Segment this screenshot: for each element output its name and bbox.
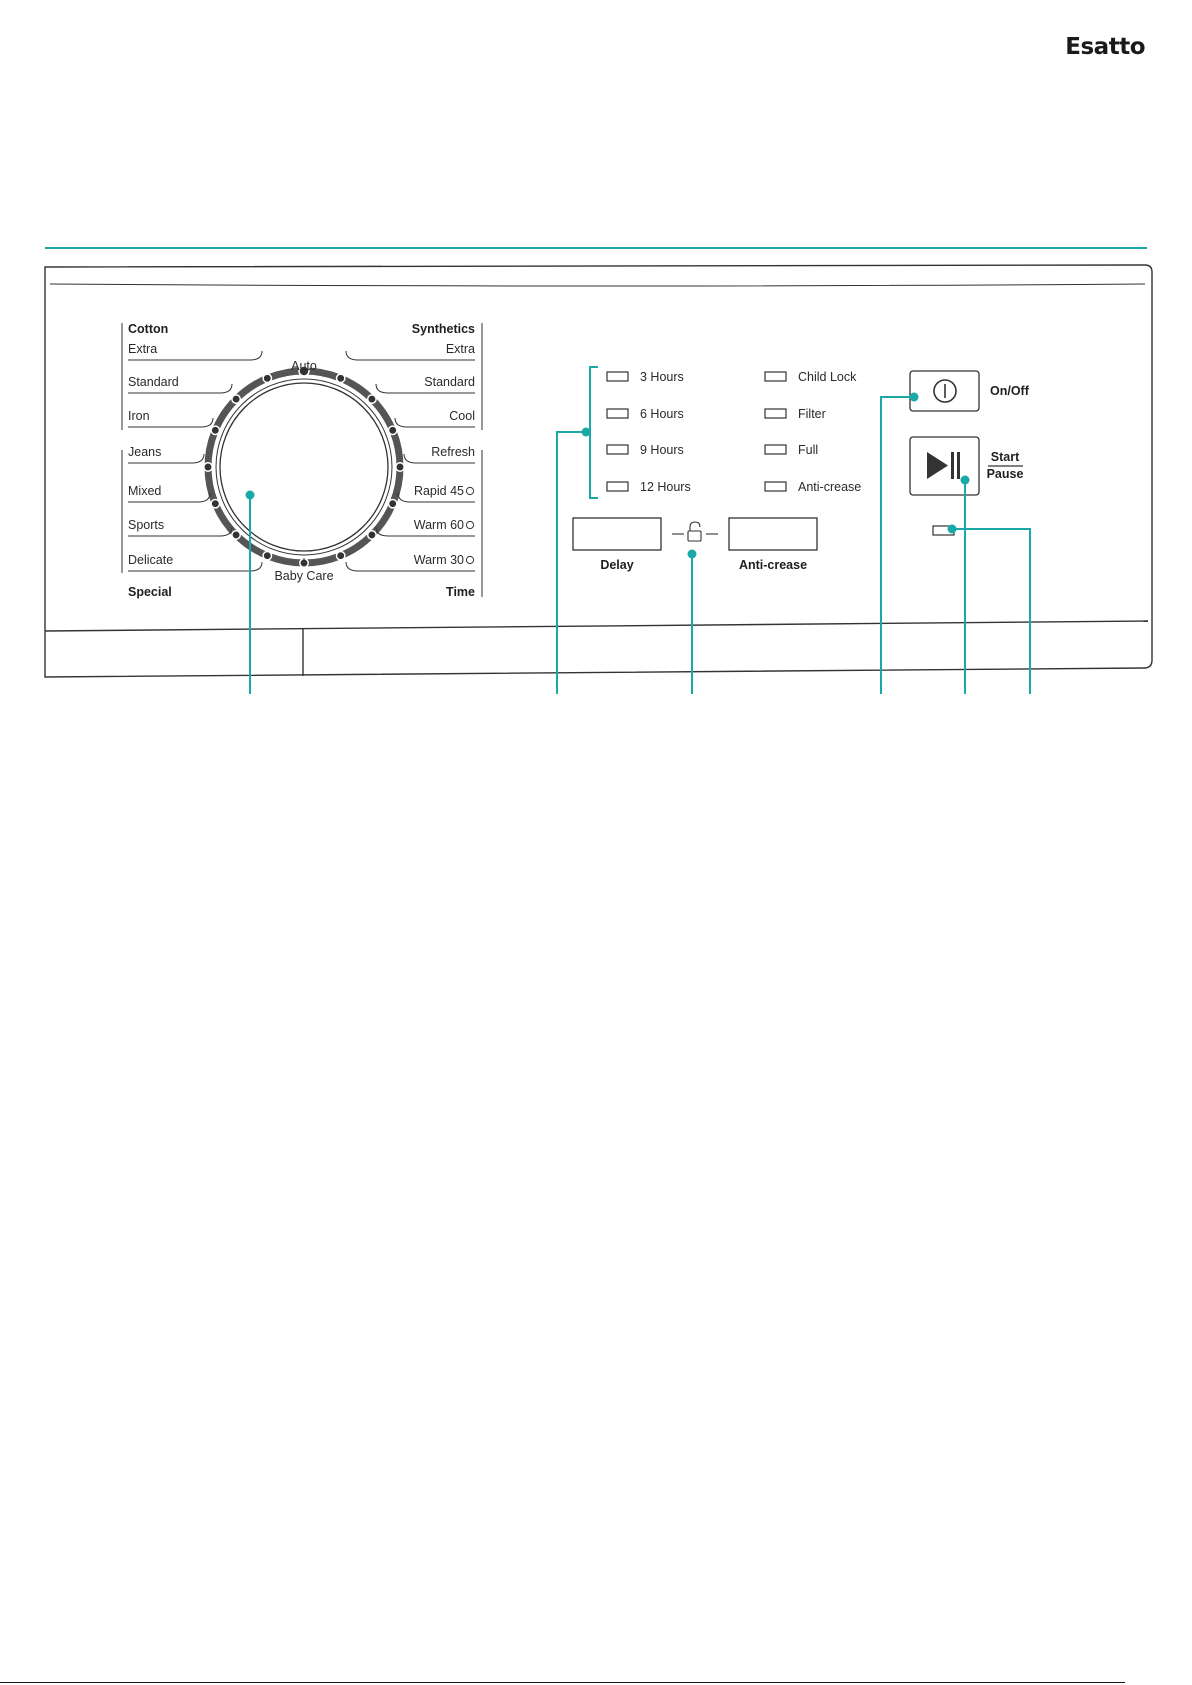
callout-dot-light: [948, 525, 957, 534]
pause-label: Pause: [986, 467, 1024, 481]
delay-indicator-light: [607, 482, 628, 491]
dial-dot: [396, 463, 404, 471]
dial-dot: [337, 374, 345, 382]
dial-group-time: Time: [446, 585, 475, 599]
delay-indicators: [607, 370, 691, 494]
dial-dot: [368, 531, 376, 539]
padlock-icon: [672, 522, 718, 541]
status-indicator-light: [765, 482, 786, 491]
callout-dot-delay: [582, 428, 591, 437]
temperature-icon: [466, 487, 473, 494]
dial-label-baby-care: Baby Care: [274, 569, 334, 583]
dial-dot: [389, 426, 397, 434]
dial-group-synthetics: Synthetics: [411, 322, 475, 336]
dial-program-standard: Standard: [424, 375, 475, 389]
status-indicator-light: [765, 372, 786, 381]
delay-indicator-label: 3 Hours: [640, 370, 684, 384]
status-indicators: [765, 370, 861, 494]
callout-dot-lock: [688, 550, 697, 559]
dial-group-special: Special: [128, 585, 172, 599]
dial-program-jeans: Jeans: [128, 445, 162, 459]
dial-program-sports: Sports: [128, 518, 165, 532]
dial-dot: [389, 500, 397, 508]
start-label: Start: [990, 450, 1020, 464]
dial-dot: [232, 531, 240, 539]
dial-label-auto: Auto: [291, 359, 317, 373]
status-indicator-light: [765, 445, 786, 454]
power-button-label: On/Off: [990, 384, 1029, 398]
anticrease-button[interactable]: [729, 518, 817, 550]
dial-program-cool: Cool: [449, 409, 475, 423]
callout-dot-start: [961, 476, 970, 485]
callout-dot-dial: [246, 491, 255, 500]
dial-program-refresh: Refresh: [431, 445, 475, 459]
dial-dot: [211, 500, 219, 508]
dial-position-dots: [204, 366, 404, 567]
dial-program-mixed: Mixed: [128, 484, 162, 498]
callout-lines: [250, 397, 1030, 694]
dial-program-iron: Iron: [128, 409, 150, 423]
callout-power: [881, 397, 914, 694]
dial-dot: [368, 395, 376, 403]
dial-program-warm-60: Warm 60: [413, 518, 464, 532]
delay-indicator-label: 12 Hours: [640, 480, 691, 494]
dial-program-extra: Extra: [445, 342, 475, 356]
dial-program-warm-30: Warm 30: [413, 553, 464, 567]
dial-program-delicate: Delicate: [128, 553, 174, 567]
dial-program-rapid-45: Rapid 45: [413, 484, 464, 498]
dial-dot: [337, 552, 345, 560]
status-indicator-label: Full: [798, 443, 819, 457]
dial-program-extra: Extra: [128, 342, 158, 356]
dial-group-cotton: Cotton: [128, 322, 169, 336]
delay-indicator-light: [607, 445, 628, 454]
dial-labels: [122, 322, 482, 599]
callout-delay-indicators: [557, 432, 586, 694]
delay-button-label: Delay: [600, 558, 634, 572]
status-indicator-label: Child Lock: [798, 370, 857, 384]
status-indicator-label: Filter: [798, 407, 826, 421]
status-indicator-light: [765, 409, 786, 418]
delay-button[interactable]: [573, 518, 661, 550]
anticrease-button-label: Anti-crease: [738, 558, 808, 572]
power-icon: [934, 380, 956, 402]
delay-indicator-light: [607, 372, 628, 381]
play-pause-icon: [927, 452, 960, 479]
delay-indicator-label: 9 Hours: [640, 443, 684, 457]
temperature-icon: [466, 521, 473, 528]
brand-logo: Esatto: [1065, 34, 1145, 60]
dial-dot: [204, 463, 212, 471]
dial-dot: [232, 395, 240, 403]
delay-indicator-label: 6 Hours: [640, 407, 684, 421]
status-indicator-label: Anti-crease: [798, 480, 862, 494]
delay-indicator-light: [607, 409, 628, 418]
delay-bracket: [590, 367, 598, 498]
dial-dot: [263, 374, 271, 382]
temperature-icon: [466, 556, 473, 563]
dial-dot: [263, 552, 271, 560]
dial-dot: [211, 426, 219, 434]
callout-dot-power: [910, 393, 919, 402]
dial-program-standard: Standard: [128, 375, 179, 389]
